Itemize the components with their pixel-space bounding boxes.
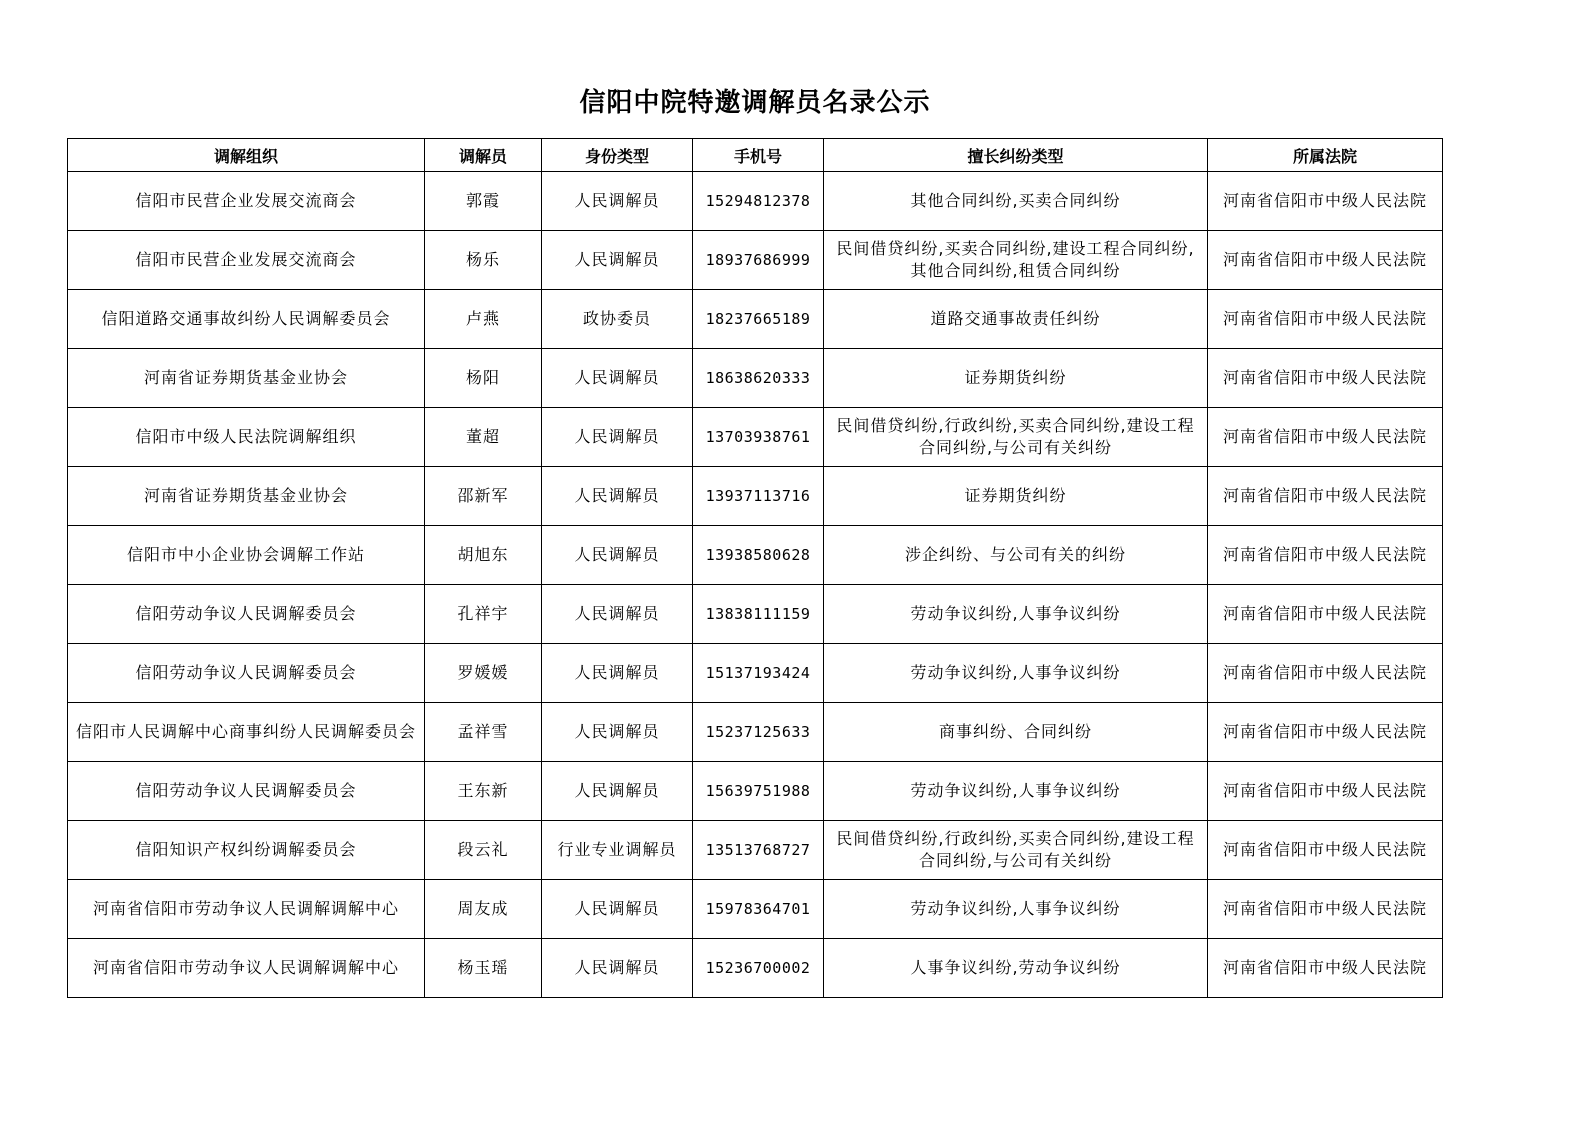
cell-mediator: 卢燕 xyxy=(425,290,542,349)
cell-expertise: 劳动争议纠纷,人事争议纠纷 xyxy=(824,585,1208,644)
cell-mediator: 郭霞 xyxy=(425,172,542,231)
cell-identity: 人民调解员 xyxy=(542,526,693,585)
cell-phone: 13703938761 xyxy=(693,408,824,467)
header-court: 所属法院 xyxy=(1208,139,1443,172)
table-row xyxy=(68,939,1443,998)
page-title: 信阳中院特邀调解员名录公示 xyxy=(579,88,931,118)
cell-org: 信阳知识产权纠纷调解委员会 xyxy=(68,821,425,880)
cell-org: 信阳市中小企业协会调解工作站 xyxy=(68,526,425,585)
cell-mediator: 周友成 xyxy=(425,880,542,939)
cell-phone: 18638620333 xyxy=(693,349,824,408)
cell-identity: 人民调解员 xyxy=(542,172,693,231)
cell-expertise: 民间借贷纠纷,买卖合同纠纷,建设工程合同纠纷,其他合同纠纷,租赁合同纠纷 xyxy=(824,231,1208,290)
cell-expertise: 其他合同纠纷,买卖合同纠纷 xyxy=(824,172,1208,231)
header-phone: 手机号 xyxy=(693,139,824,172)
cell-phone: 15294812378 xyxy=(693,172,824,231)
cell-identity: 人民调解员 xyxy=(542,408,693,467)
cell-expertise: 涉企纠纷、与公司有关的纠纷 xyxy=(824,526,1208,585)
cell-mediator: 邵新军 xyxy=(425,467,542,526)
cell-court: 河南省信阳市中级人民法院 xyxy=(1208,526,1443,585)
table-row xyxy=(68,526,1443,585)
mediator-table xyxy=(67,138,1443,998)
table-row xyxy=(68,644,1443,703)
table-row xyxy=(68,349,1443,408)
table-row xyxy=(68,172,1443,231)
cell-org: 信阳劳动争议人民调解委员会 xyxy=(68,762,425,821)
cell-expertise: 商事纠纷、合同纠纷 xyxy=(824,703,1208,762)
cell-court: 河南省信阳市中级人民法院 xyxy=(1208,821,1443,880)
table-row xyxy=(68,585,1443,644)
cell-phone: 18937686999 xyxy=(693,231,824,290)
table-row xyxy=(68,821,1443,880)
cell-court: 河南省信阳市中级人民法院 xyxy=(1208,762,1443,821)
table-row xyxy=(68,703,1443,762)
cell-mediator: 杨玉瑶 xyxy=(425,939,542,998)
cell-expertise: 劳动争议纠纷,人事争议纠纷 xyxy=(824,644,1208,703)
cell-court: 河南省信阳市中级人民法院 xyxy=(1208,349,1443,408)
table-header-row xyxy=(68,139,1443,172)
cell-org: 河南省证券期货基金业协会 xyxy=(68,349,425,408)
cell-phone: 15236700002 xyxy=(693,939,824,998)
cell-mediator: 孔祥宇 xyxy=(425,585,542,644)
cell-identity: 人民调解员 xyxy=(542,880,693,939)
cell-org: 信阳劳动争议人民调解委员会 xyxy=(68,585,425,644)
cell-org: 河南省信阳市劳动争议人民调解调解中心 xyxy=(68,939,425,998)
cell-phone: 13513768727 xyxy=(693,821,824,880)
cell-court: 河南省信阳市中级人民法院 xyxy=(1208,290,1443,349)
cell-expertise: 证券期货纠纷 xyxy=(824,467,1208,526)
cell-org: 河南省信阳市劳动争议人民调解调解中心 xyxy=(68,880,425,939)
cell-org: 信阳劳动争议人民调解委员会 xyxy=(68,644,425,703)
cell-court: 河南省信阳市中级人民法院 xyxy=(1208,172,1443,231)
table-row xyxy=(68,408,1443,467)
cell-identity: 行业专业调解员 xyxy=(542,821,693,880)
cell-expertise: 民间借贷纠纷,行政纠纷,买卖合同纠纷,建设工程合同纠纷,与公司有关纠纷 xyxy=(824,821,1208,880)
cell-expertise: 民间借贷纠纷,行政纠纷,买卖合同纠纷,建设工程合同纠纷,与公司有关纠纷 xyxy=(824,408,1208,467)
cell-identity: 人民调解员 xyxy=(542,231,693,290)
header-mediator: 调解员 xyxy=(425,139,542,172)
table-row xyxy=(68,762,1443,821)
cell-identity: 政协委员 xyxy=(542,290,693,349)
cell-court: 河南省信阳市中级人民法院 xyxy=(1208,880,1443,939)
cell-org: 信阳市中级人民法院调解组织 xyxy=(68,408,425,467)
cell-phone: 18237665189 xyxy=(693,290,824,349)
table-row xyxy=(68,231,1443,290)
cell-org: 信阳道路交通事故纠纷人民调解委员会 xyxy=(68,290,425,349)
cell-identity: 人民调解员 xyxy=(542,349,693,408)
table-row xyxy=(68,290,1443,349)
cell-phone: 13937113716 xyxy=(693,467,824,526)
cell-court: 河南省信阳市中级人民法院 xyxy=(1208,644,1443,703)
header-identity: 身份类型 xyxy=(542,139,693,172)
cell-identity: 人民调解员 xyxy=(542,703,693,762)
cell-phone: 13938580628 xyxy=(693,526,824,585)
table-row xyxy=(68,467,1443,526)
cell-court: 河南省信阳市中级人民法院 xyxy=(1208,467,1443,526)
cell-mediator: 杨乐 xyxy=(425,231,542,290)
cell-mediator: 孟祥雪 xyxy=(425,703,542,762)
cell-org: 信阳市民营企业发展交流商会 xyxy=(68,231,425,290)
cell-identity: 人民调解员 xyxy=(542,762,693,821)
cell-mediator: 董超 xyxy=(425,408,542,467)
header-org: 调解组织 xyxy=(68,139,425,172)
cell-court: 河南省信阳市中级人民法院 xyxy=(1208,703,1443,762)
cell-phone: 15639751988 xyxy=(693,762,824,821)
cell-mediator: 杨阳 xyxy=(425,349,542,408)
cell-mediator: 王东新 xyxy=(425,762,542,821)
cell-org: 河南省证券期货基金业协会 xyxy=(68,467,425,526)
cell-court: 河南省信阳市中级人民法院 xyxy=(1208,585,1443,644)
cell-phone: 13838111159 xyxy=(693,585,824,644)
table-row xyxy=(68,880,1443,939)
cell-phone: 15237125633 xyxy=(693,703,824,762)
cell-expertise: 劳动争议纠纷,人事争议纠纷 xyxy=(824,762,1208,821)
cell-mediator: 胡旭东 xyxy=(425,526,542,585)
cell-identity: 人民调解员 xyxy=(542,467,693,526)
cell-phone: 15978364701 xyxy=(693,880,824,939)
cell-identity: 人民调解员 xyxy=(542,939,693,998)
cell-org: 信阳市民营企业发展交流商会 xyxy=(68,172,425,231)
cell-phone: 15137193424 xyxy=(693,644,824,703)
header-expertise: 擅长纠纷类型 xyxy=(824,139,1208,172)
cell-court: 河南省信阳市中级人民法院 xyxy=(1208,408,1443,467)
cell-mediator: 罗媛媛 xyxy=(425,644,542,703)
cell-expertise: 道路交通事故责任纠纷 xyxy=(824,290,1208,349)
cell-identity: 人民调解员 xyxy=(542,644,693,703)
cell-mediator: 段云礼 xyxy=(425,821,542,880)
cell-court: 河南省信阳市中级人民法院 xyxy=(1208,231,1443,290)
cell-org: 信阳市人民调解中心商事纠纷人民调解委员会 xyxy=(68,703,425,762)
cell-identity: 人民调解员 xyxy=(542,585,693,644)
cell-court: 河南省信阳市中级人民法院 xyxy=(1208,939,1443,998)
cell-expertise: 证券期货纠纷 xyxy=(824,349,1208,408)
cell-expertise: 劳动争议纠纷,人事争议纠纷 xyxy=(824,880,1208,939)
cell-expertise: 人事争议纠纷,劳动争议纠纷 xyxy=(824,939,1208,998)
